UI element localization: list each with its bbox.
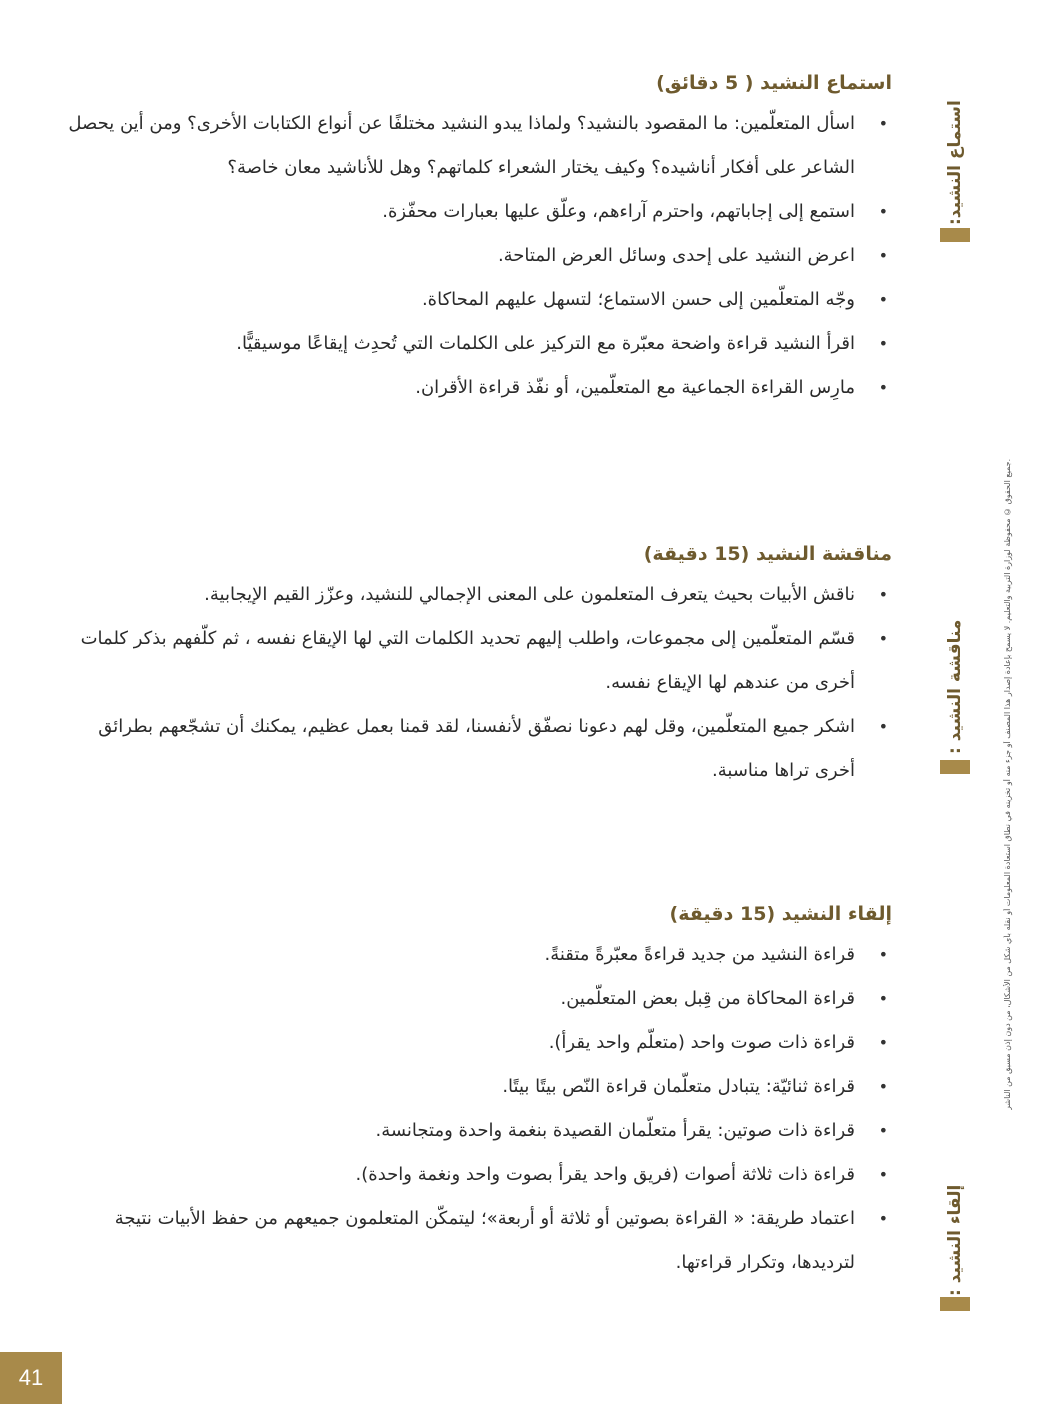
section-title: مناقشة النشيد (15 دقيقة) bbox=[643, 543, 892, 565]
side-label-listening bbox=[935, 100, 985, 250]
side-label-recitation-text: إلقاء النشيد : bbox=[945, 1185, 965, 1297]
list-item: • اسأل المتعلّمين: ما المقصود بالنشيد؟ ولماذا يبدو النشيد مختلفًا عن أنواع الكتابات الأخرى؟ ومن أين يحصل الشاعر على أفكار أناشيده؟ وكيف يختار الشعراء كلماتهم؟ وهل للأناشيد معان خاصة؟ bbox=[60, 102, 900, 190]
list-item: • استمع إلى إجاباتهم، واحترم آراءهم، وعلّق عليها بعبارات محفّزة. bbox=[60, 190, 900, 234]
list-item: • قراءة ثنائيّة: يتبادل متعلّمان قراءة النّص بيتًا بيتًا. bbox=[60, 1065, 900, 1109]
list-item: • قراءة النشيد من جديد قراءةً معبّرةً متقنةً. bbox=[60, 933, 900, 977]
side-label-listening-text: استماع النشيد: bbox=[945, 100, 965, 225]
list-item: • قراءة المحاكاة من قِبل بعض المتعلّمين. bbox=[60, 977, 900, 1021]
list-item: • اعتماد طريقة: « القراءة بصوتين أو ثلاثة أو أربعة»؛ ليتمكّن المتعلمون جميعهم من حفظ الأبيات نتيجة لترديدها، وتكرار قراءتها. bbox=[60, 1197, 900, 1285]
bullet-list bbox=[60, 933, 900, 1285]
list-item: • مارِس القراءة الجماعية مع المتعلّمين، أو نفّذ قراءة الأقران. bbox=[60, 366, 900, 410]
side-label-discussion-bar bbox=[940, 760, 970, 774]
section-listening bbox=[60, 72, 900, 410]
list-item: • ناقش الأبيات بحيث يتعرف المتعلمون على المعنى الإجمالي للنشيد، وعزّز القيم الإيجابية. bbox=[60, 573, 900, 617]
list-item: • اشكر جميع المتعلّمين، وقل لهم دعونا نصفّق لأنفسنا، لقد قمنا بعمل عظيم، يمكنك أن تشجّعهم بطرائق أخرى تراها مناسبة. bbox=[60, 705, 900, 793]
copyright-notice: جميع الحقوق © محفوظة لوزارة التربية والتعليم. لا يسمح بإعادة إصدار هذا المصنف أو جزء منه أو تخزينه في نطاق استعادة المعلومات أو نقله بأي شكل من الأشكال، من دون إذن مسبق من الناشر. bbox=[1003, 458, 1012, 1110]
section-recitation bbox=[60, 903, 900, 1285]
list-item: • اقرأ النشيد قراءة واضحة معبّرة مع التركيز على الكلمات التي تُحدِث إيقاعًا موسيقيًّا. bbox=[60, 322, 900, 366]
bullet-list bbox=[60, 573, 900, 793]
list-item: • قراءة ذات صوتين: يقرأ متعلّمان القصيدة بنغمة واحدة ومتجانسة. bbox=[60, 1109, 900, 1153]
section-discussion bbox=[60, 543, 900, 793]
side-label-recitation-bar bbox=[940, 1297, 970, 1311]
section-title: استماع النشيد ( 5 دقائق) bbox=[656, 72, 892, 94]
list-item: • قراءة ذات ثلاثة أصوات (فريق واحد يقرأ بصوت واحد ونغمة واحدة). bbox=[60, 1153, 900, 1197]
side-label-listening-bar bbox=[940, 228, 970, 242]
list-item: • قراءة ذات صوت واحد (متعلّم واحد يقرأ). bbox=[60, 1021, 900, 1065]
list-item: • وجّه المتعلّمين إلى حسن الاستماع؛ لتسهل عليهم المحاكاة. bbox=[60, 278, 900, 322]
side-label-discussion bbox=[935, 620, 985, 780]
side-label-discussion-text: مناقشة النشيد : bbox=[945, 620, 965, 755]
page-number: 41 bbox=[0, 1352, 62, 1404]
list-item: • اعرض النشيد على إحدى وسائل العرض المتاحة. bbox=[60, 234, 900, 278]
section-title: إلقاء النشيد (15 دقيقة) bbox=[669, 903, 892, 925]
bullet-list bbox=[60, 102, 900, 410]
list-item: • قسّم المتعلّمين إلى مجموعات، واطلب إليهم تحديد الكلمات التي لها الإيقاع نفسه ، ثم كلّفهم بذكر كلمات أخرى من عندهم لها الإيقاع نفسه. bbox=[60, 617, 900, 705]
side-label-recitation bbox=[935, 1185, 985, 1315]
